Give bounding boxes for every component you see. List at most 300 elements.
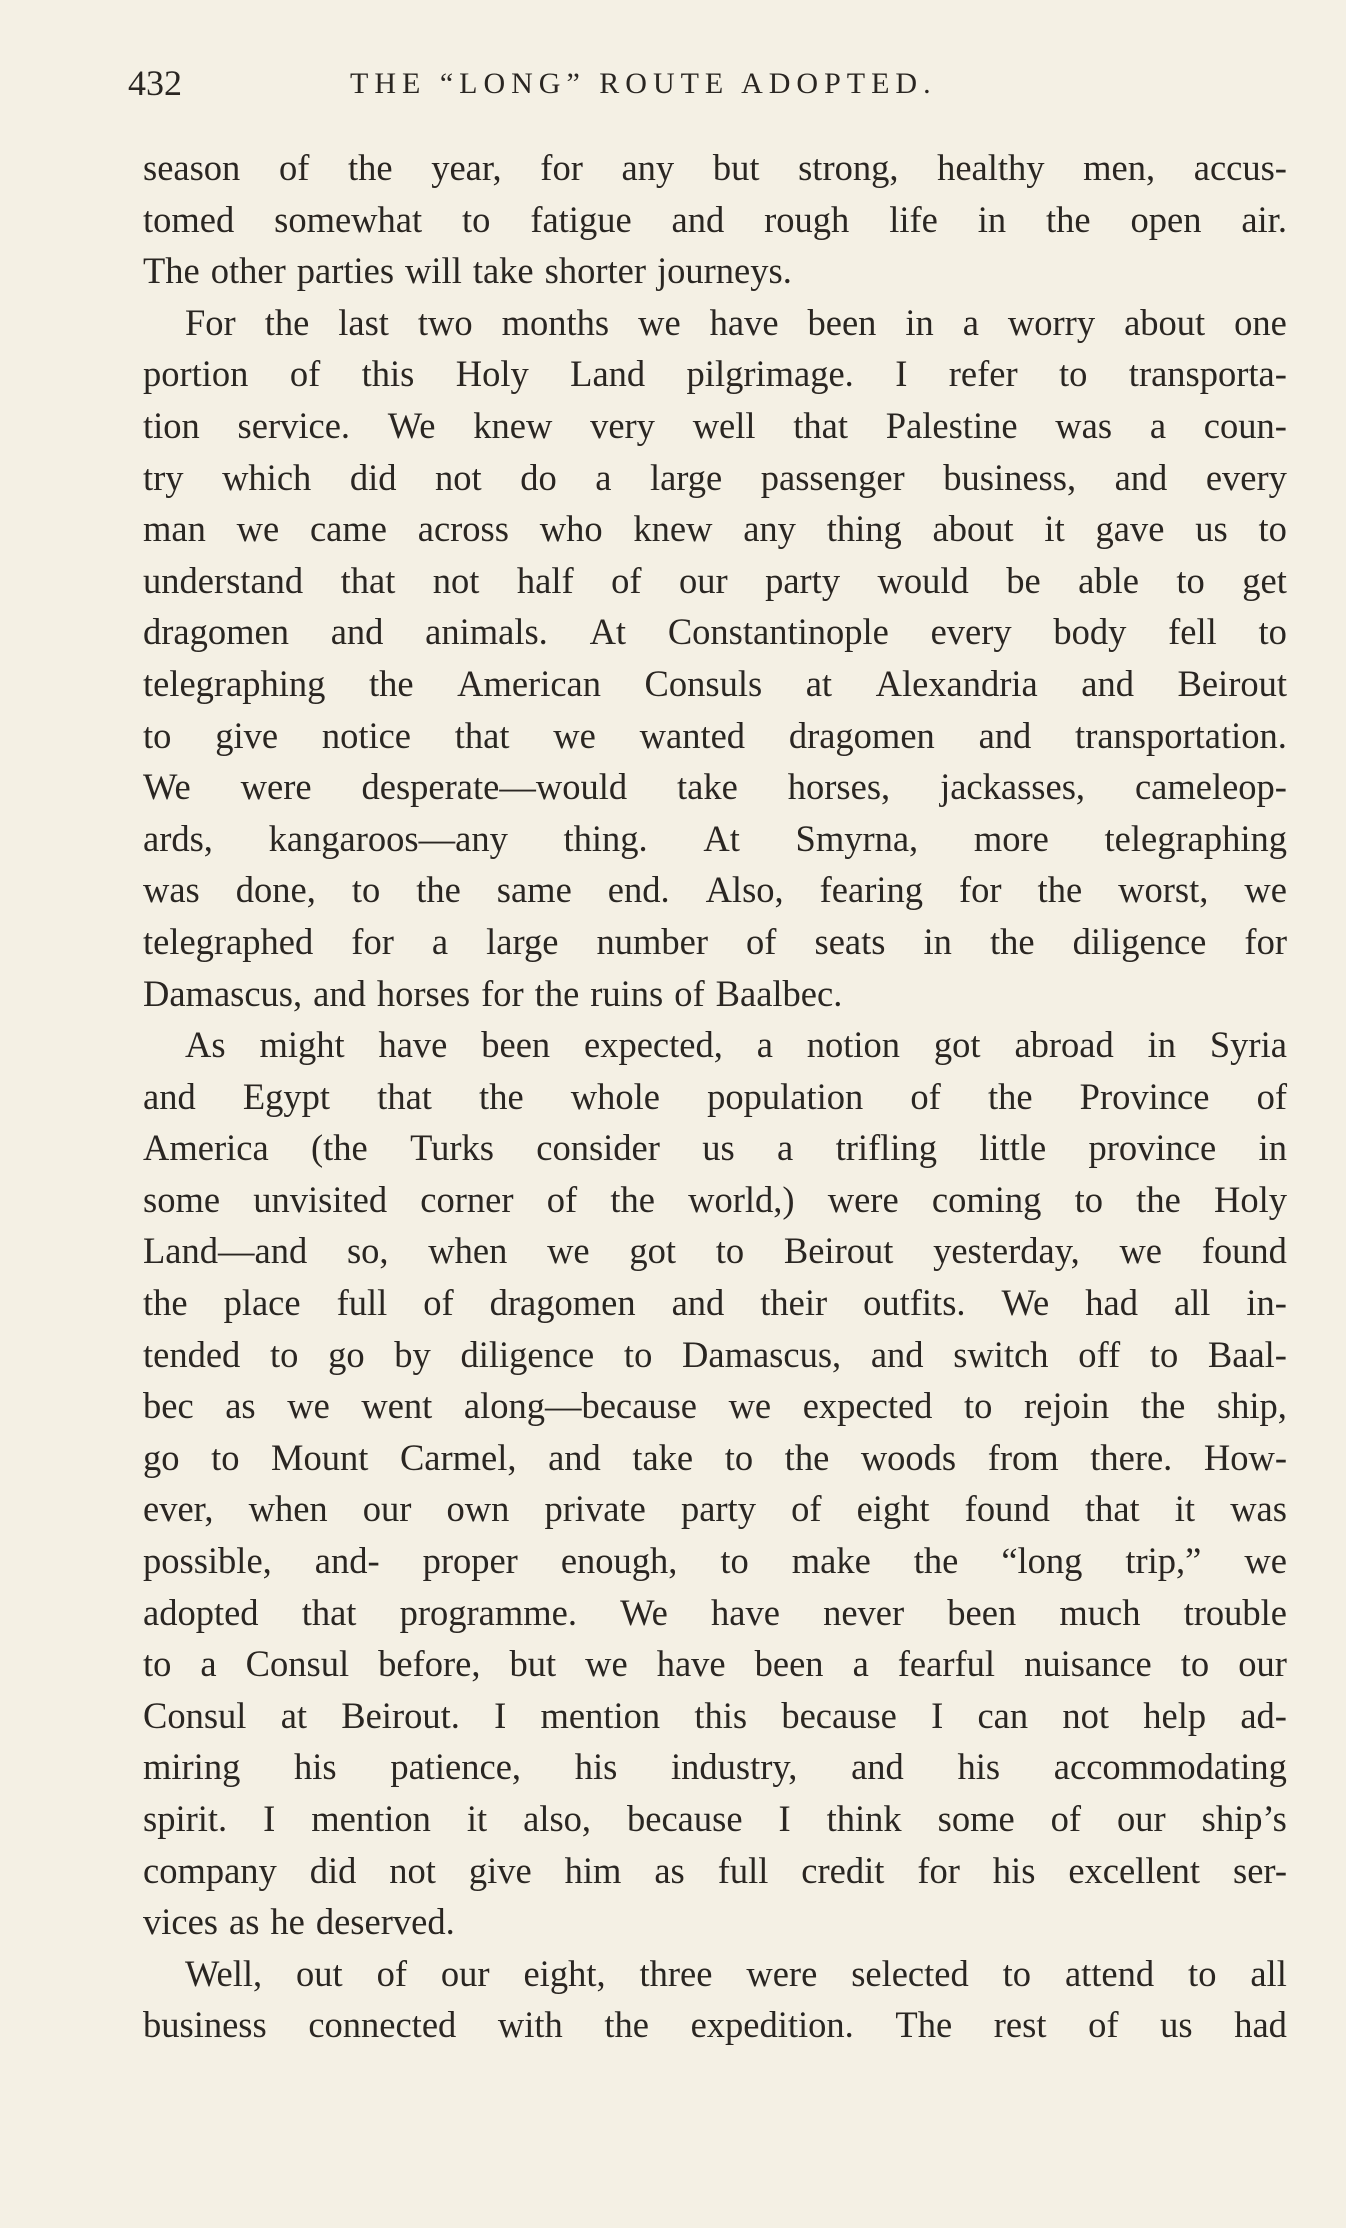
text-line	[143, 1277, 1287, 1329]
word: party	[765, 559, 841, 601]
word: of	[1256, 1075, 1287, 1117]
word: coming	[931, 1178, 1042, 1220]
word: full	[336, 1282, 388, 1324]
word: and	[978, 714, 1032, 756]
word: got	[933, 1024, 981, 1066]
word: to	[720, 1540, 749, 1582]
word: any	[743, 508, 796, 550]
word: a	[431, 920, 449, 962]
word: we	[1244, 869, 1287, 911]
word: telegraphing	[143, 662, 326, 704]
text-line	[143, 400, 1287, 452]
word: off	[1078, 1333, 1121, 1375]
word: in	[923, 920, 952, 962]
word: mention	[540, 1694, 661, 1736]
word: other	[210, 250, 286, 292]
running-head	[128, 58, 1298, 108]
word: to	[1059, 353, 1088, 395]
text-line	[143, 1638, 1287, 1690]
word: Beirout	[783, 1230, 894, 1272]
word: us	[702, 1127, 735, 1169]
word: we	[547, 1230, 590, 1272]
word: Syria	[1209, 1024, 1287, 1066]
word: get	[1242, 559, 1287, 601]
word: coun-	[1203, 404, 1287, 446]
word: year,	[431, 147, 502, 188]
word: season	[143, 147, 241, 188]
word: switch	[953, 1333, 1049, 1375]
word: air.	[1241, 198, 1287, 240]
word: so,	[346, 1230, 389, 1272]
word: the	[610, 1178, 655, 1220]
text-line	[143, 1845, 1287, 1897]
word: expedition.	[690, 2004, 854, 2046]
word: but	[509, 1643, 557, 1685]
word: think	[826, 1798, 902, 1839]
body-text	[143, 142, 1287, 2051]
word: Well,	[185, 1952, 263, 1994]
word: we	[585, 1643, 628, 1685]
word: shorter	[544, 250, 646, 292]
word: will	[405, 250, 462, 292]
word: to	[1188, 1952, 1217, 1994]
word: thing	[826, 508, 902, 550]
word: At	[703, 817, 740, 859]
word: fearing	[819, 869, 924, 911]
word: healthy	[937, 147, 1045, 188]
word: Baalbec.	[715, 972, 843, 1014]
word: Damascus,	[682, 1333, 842, 1375]
word: to	[1258, 611, 1287, 653]
word: can	[977, 1694, 1029, 1736]
word: rest	[993, 2004, 1047, 2046]
word: enough,	[560, 1540, 678, 1582]
word: three	[639, 1952, 713, 1994]
word: accommodating	[1053, 1746, 1287, 1788]
word: take	[472, 250, 534, 292]
word: Holy	[455, 353, 529, 395]
word: Turks	[410, 1127, 494, 1169]
word: and	[870, 1333, 924, 1375]
word: refer	[948, 353, 1018, 395]
word: We	[1001, 1282, 1050, 1324]
word: have	[378, 1024, 448, 1066]
word: take	[632, 1436, 694, 1478]
word: parties	[296, 250, 395, 292]
word: to	[143, 714, 172, 756]
word: rough	[764, 198, 850, 240]
word: at	[805, 662, 833, 704]
word: of	[910, 1075, 941, 1117]
word: we	[1244, 1540, 1287, 1582]
word: our	[362, 1488, 412, 1530]
word: who	[539, 508, 603, 550]
word: his	[574, 1746, 618, 1788]
word: credit	[801, 1849, 885, 1891]
word: before,	[378, 1643, 481, 1685]
word: our	[678, 559, 728, 601]
word: have	[709, 301, 779, 343]
word: by	[394, 1333, 431, 1375]
word: the	[1046, 198, 1091, 240]
word: The	[143, 250, 200, 292]
word: were	[240, 766, 312, 808]
word: party	[680, 1488, 756, 1530]
word: Smyrna,	[795, 817, 919, 859]
word: which	[222, 456, 312, 498]
word: Mount	[271, 1436, 369, 1478]
word: to	[1258, 508, 1287, 550]
text-line	[143, 348, 1287, 400]
word: able	[1078, 559, 1139, 601]
word: Baal-	[1207, 1333, 1287, 1375]
word: I	[778, 1798, 791, 1839]
word: never	[823, 1591, 905, 1633]
word: our	[440, 1952, 490, 1994]
word: that	[454, 714, 510, 756]
text-line	[143, 1071, 1287, 1123]
word: his	[294, 1746, 337, 1788]
text-line	[143, 658, 1287, 710]
word: any	[621, 147, 675, 188]
word: our	[1238, 1643, 1287, 1685]
word: to	[143, 1643, 172, 1685]
text-line	[143, 1329, 1287, 1381]
word: of	[289, 353, 321, 395]
word: got	[629, 1230, 677, 1272]
word: proper	[422, 1540, 518, 1582]
word: had	[1234, 2004, 1287, 2046]
word: might	[259, 1024, 345, 1066]
word: for	[1244, 920, 1287, 962]
text-line	[143, 1432, 1287, 1484]
word: our	[1117, 1798, 1166, 1839]
text-line	[143, 1587, 1287, 1639]
word: of	[278, 147, 310, 188]
word: ever,	[143, 1488, 214, 1530]
word: the	[479, 1075, 524, 1117]
word: to	[715, 1230, 745, 1272]
word: we	[728, 1385, 772, 1427]
word: possible,	[143, 1540, 272, 1582]
word: of	[1088, 2004, 1119, 2046]
word: whole	[570, 1075, 660, 1117]
word: jackasses,	[940, 766, 1086, 808]
word: connected	[308, 2004, 457, 2046]
text-line	[143, 813, 1287, 865]
word: the	[987, 1075, 1033, 1117]
word: Land	[570, 353, 646, 395]
word: the	[534, 972, 580, 1014]
word: tion	[143, 404, 200, 446]
word: deserved.	[315, 1901, 455, 1943]
word: much	[1059, 1591, 1141, 1633]
word: we	[553, 714, 596, 756]
word: Beirout.	[341, 1694, 460, 1736]
word: give	[468, 1849, 532, 1891]
word: dragomen	[489, 1282, 636, 1324]
word: do	[520, 456, 557, 498]
word: at	[280, 1694, 308, 1736]
word: Beirout	[1177, 662, 1287, 704]
word: give	[215, 714, 279, 756]
word: the	[1037, 869, 1083, 911]
page-number: 432	[128, 63, 182, 103]
word: we	[1119, 1230, 1163, 1272]
word: of	[611, 559, 642, 601]
word: last	[338, 301, 389, 343]
word: understand	[143, 559, 304, 601]
word: attend	[1064, 1952, 1155, 1994]
word: Alexandria	[875, 662, 1038, 704]
word: about	[1124, 301, 1206, 343]
word: a	[852, 1643, 869, 1685]
word: I	[263, 1798, 276, 1839]
word: telegraphing	[1104, 817, 1287, 859]
word: it	[1044, 508, 1065, 550]
word: when	[428, 1230, 508, 1272]
word: was	[143, 869, 200, 911]
word: fatigue	[530, 198, 632, 240]
word: At	[589, 611, 627, 653]
text-line	[143, 1174, 1287, 1226]
word: all	[1173, 1282, 1211, 1324]
word: with	[497, 2004, 563, 2046]
word: population	[707, 1075, 864, 1117]
word: it	[1174, 1488, 1196, 1530]
word: Palestine	[885, 404, 1018, 446]
word: As	[185, 1024, 226, 1066]
text-line	[143, 503, 1287, 555]
word: passenger	[760, 456, 905, 498]
word: The	[895, 2004, 953, 2046]
word: I	[931, 1694, 944, 1736]
word: every	[930, 611, 1012, 653]
word: make	[791, 1540, 871, 1582]
word: full	[717, 1849, 769, 1891]
word: telegraphed	[143, 920, 314, 962]
text-line	[143, 194, 1287, 246]
word: a	[1149, 404, 1167, 446]
text-line	[143, 1535, 1287, 1587]
word: men,	[1083, 147, 1156, 188]
word: the	[913, 1540, 959, 1582]
word: excellent	[1068, 1849, 1201, 1891]
word: knew	[473, 404, 553, 446]
word: been	[947, 1591, 1017, 1633]
word: trifling	[835, 1127, 937, 1169]
word: somewhat	[274, 198, 423, 240]
word: corner	[420, 1178, 514, 1220]
word: eight,	[523, 1952, 606, 1994]
word: of	[546, 1178, 578, 1220]
word: worry	[1007, 301, 1096, 343]
word: transportation.	[1075, 714, 1287, 756]
word: portion	[143, 353, 249, 395]
word: Province	[1079, 1075, 1210, 1117]
word: Consuls	[644, 662, 763, 704]
word: of	[1050, 1798, 1082, 1839]
word: worst,	[1118, 869, 1209, 911]
word: industry,	[671, 1746, 798, 1788]
word: that	[301, 1591, 357, 1633]
word: business	[143, 2004, 267, 2046]
word: to	[1002, 1952, 1032, 1994]
word: seats	[814, 920, 886, 962]
word: their	[760, 1282, 828, 1324]
word: and	[143, 1075, 196, 1117]
word: in-	[1246, 1282, 1287, 1324]
word: came	[309, 508, 387, 550]
word: tomed	[143, 198, 235, 240]
word: in	[1258, 1127, 1287, 1169]
word: of	[746, 920, 777, 962]
word: woods	[860, 1436, 957, 1478]
word: adopted	[143, 1591, 259, 1633]
word: expected,	[584, 1024, 723, 1066]
word: strong,	[798, 147, 899, 188]
word: and	[671, 1282, 725, 1324]
word: miring	[143, 1746, 241, 1788]
word: the	[784, 1436, 830, 1478]
word: large	[486, 920, 559, 962]
word: large	[649, 456, 723, 498]
word: Holy	[1213, 1178, 1287, 1220]
word: Consul	[245, 1643, 350, 1685]
word: the	[264, 301, 310, 343]
word: diligence	[460, 1333, 595, 1375]
text-line	[143, 710, 1287, 762]
word: trouble	[1183, 1591, 1287, 1633]
word: to	[351, 869, 381, 911]
word: as	[229, 1901, 260, 1943]
word: company	[143, 1849, 277, 1891]
word: well	[692, 404, 756, 446]
word: we	[287, 1385, 330, 1427]
word: did	[309, 1849, 357, 1891]
word: more	[973, 817, 1049, 859]
word: “long	[1001, 1540, 1083, 1582]
word: unvisited	[253, 1178, 388, 1220]
word: of	[376, 1952, 408, 1994]
word: dragomen	[143, 611, 289, 653]
text-line	[143, 1380, 1287, 1432]
word: it	[466, 1798, 488, 1839]
text-line	[143, 452, 1287, 504]
word: nuisance	[1024, 1643, 1152, 1685]
word: How-	[1203, 1436, 1287, 1478]
word: and	[1081, 662, 1134, 704]
word: place	[223, 1282, 301, 1324]
word: trip,”	[1125, 1540, 1202, 1582]
word: the	[368, 662, 414, 704]
word: to	[1074, 1178, 1103, 1220]
text-line	[143, 1483, 1287, 1535]
word: we	[638, 301, 681, 343]
word: not	[1062, 1694, 1110, 1736]
word: same	[496, 869, 572, 911]
word: For	[185, 301, 236, 343]
text-line	[143, 1690, 1287, 1742]
word: a	[200, 1643, 217, 1685]
word: in	[1147, 1024, 1177, 1066]
word: Consul	[143, 1694, 247, 1736]
text-line	[143, 864, 1287, 916]
word: accus-	[1193, 147, 1287, 188]
word: knew	[633, 508, 713, 550]
word: be	[1006, 559, 1041, 601]
word: the	[604, 2004, 649, 2046]
word: his	[957, 1746, 1001, 1788]
word: to	[1180, 1643, 1210, 1685]
word: diligence	[1072, 920, 1207, 962]
word: about	[932, 508, 1014, 550]
word: fearful	[897, 1643, 996, 1685]
word: journeys.	[657, 250, 792, 292]
word: vices	[143, 1901, 218, 1943]
word: We	[387, 404, 436, 446]
word: for	[481, 972, 524, 1014]
word: that	[340, 559, 396, 601]
word: America	[143, 1127, 269, 1169]
word: world,)	[688, 1178, 795, 1220]
word: go	[143, 1436, 180, 1478]
word: to	[964, 1385, 993, 1427]
text-line	[143, 142, 1287, 194]
word: animals.	[425, 611, 548, 653]
word: all	[1250, 1952, 1287, 1994]
word: him	[564, 1849, 622, 1891]
word: the	[416, 869, 461, 911]
word: Also,	[705, 869, 784, 911]
word: because	[781, 1694, 897, 1736]
word: to	[211, 1436, 240, 1478]
word: been	[754, 1643, 824, 1685]
word: of	[791, 1488, 822, 1530]
word: and-	[314, 1540, 380, 1582]
word: to	[1176, 559, 1205, 601]
word: a	[962, 301, 979, 343]
word: this	[694, 1694, 748, 1736]
word: and	[671, 198, 725, 240]
word: consider	[536, 1127, 660, 1169]
text-line	[143, 1793, 1287, 1845]
word: across	[417, 508, 509, 550]
word: dragomen	[788, 714, 935, 756]
text-line	[143, 968, 1287, 1020]
text-line	[143, 1741, 1287, 1793]
word: as	[225, 1385, 256, 1427]
word: to	[462, 198, 491, 240]
word: not	[389, 1849, 436, 1891]
word: and	[1114, 456, 1168, 498]
word: and	[548, 1436, 601, 1478]
word: man	[143, 508, 206, 550]
word: kangaroos—any	[268, 817, 508, 859]
word: done,	[235, 869, 316, 911]
word: fell	[1168, 611, 1217, 653]
word: out	[296, 1952, 343, 1994]
word: he	[270, 1901, 305, 1943]
word: of	[423, 1282, 454, 1324]
word: to	[724, 1436, 754, 1478]
word: found	[1201, 1230, 1287, 1272]
word: tended	[143, 1333, 241, 1375]
text-line	[143, 606, 1287, 658]
word: little	[979, 1127, 1047, 1169]
word: for	[351, 920, 394, 962]
text-line	[143, 1122, 1287, 1174]
